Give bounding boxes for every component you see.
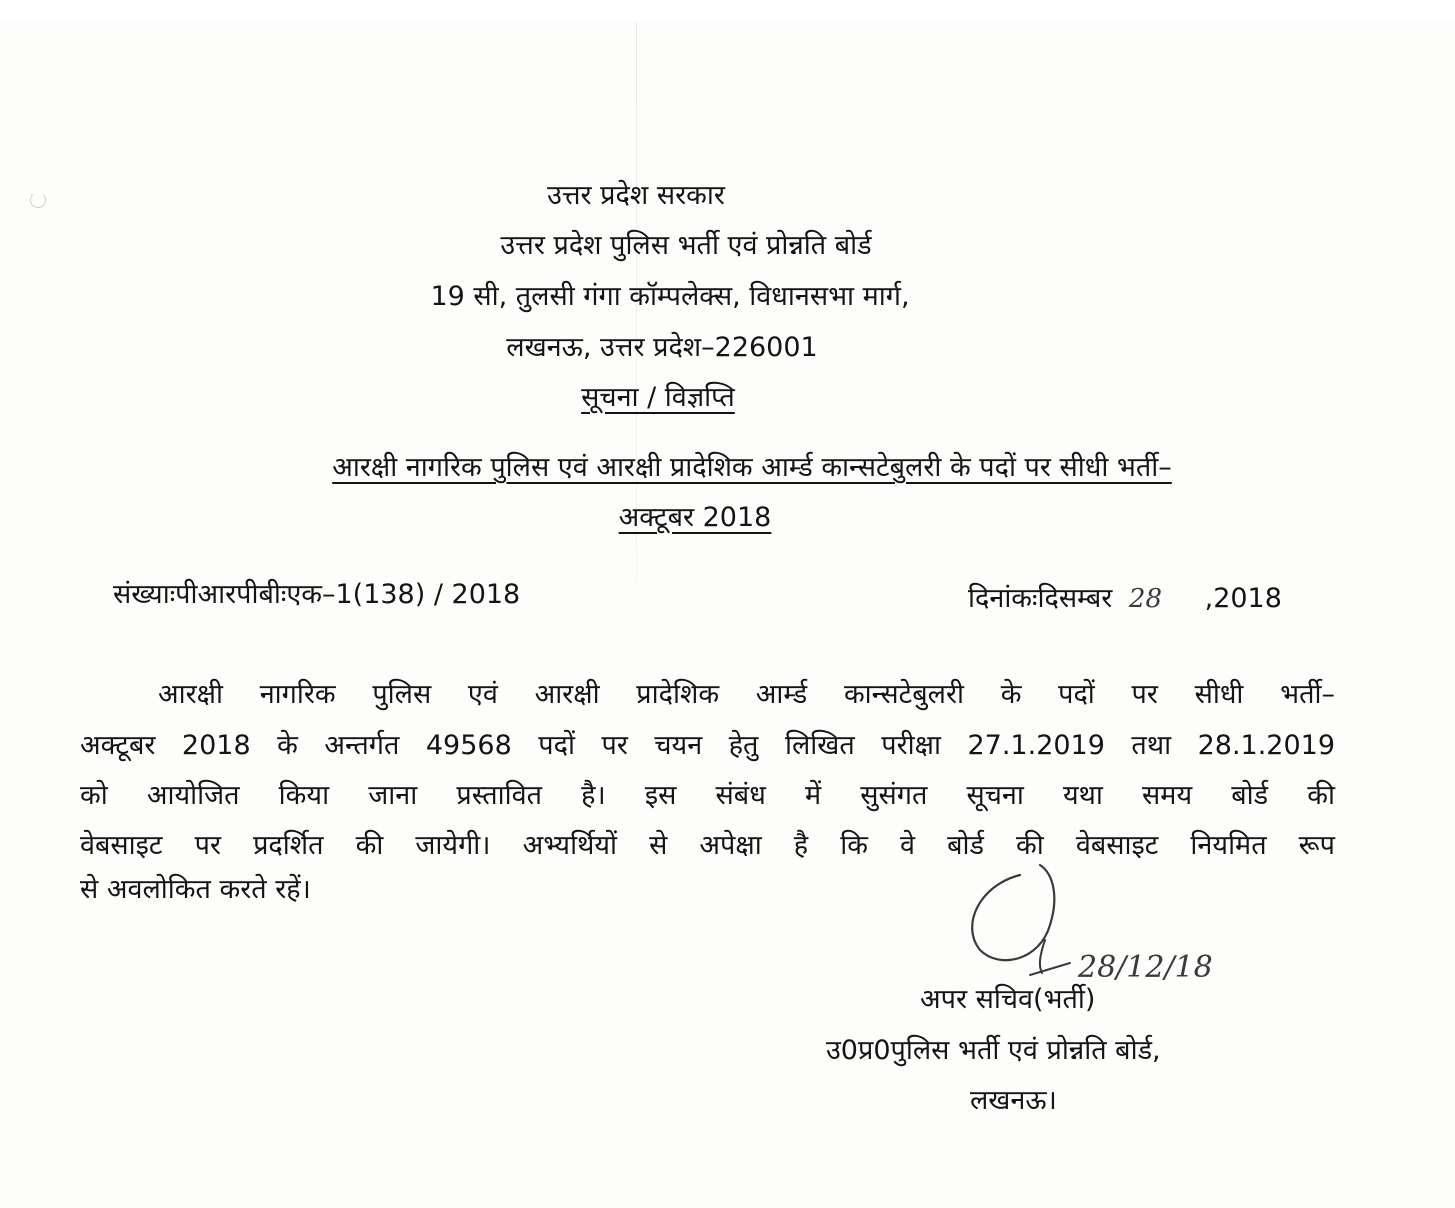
signatory-city: लखनऊ। — [970, 1085, 1057, 1116]
header-address-line2: लखनऊ, उत्तर प्रदेश–226001 — [506, 332, 818, 363]
body-line-5: से अवलोकित करते रहें। — [80, 874, 311, 905]
body-line-4: वेबसाइट पर प्रदर्शित की जायेगी। अभ्यर्थियों से अपेक्षा है कि वे बोर्ड की वेबसाइट नियमित रूप — [80, 830, 1335, 861]
reference-number: संख्याःपीआरपीबीःएक–1(138) / 2018 — [113, 579, 521, 610]
subject-line2: अक्टूबर 2018 — [618, 502, 772, 533]
notice-heading: सूचना / विज्ञप्ति — [581, 382, 735, 413]
header-board: उत्तर प्रदेश पुलिस भर्ती एवं प्रोन्नति बोर्ड — [500, 230, 872, 261]
handwritten-signature — [960, 845, 1280, 995]
punch-hole-mark — [30, 192, 46, 208]
signature-date-handwritten: 28/12/18 — [1078, 950, 1213, 985]
header-address-line1: 19 सी, तुलसी गंगा कॉम्पलेक्स, विधानसभा मार्ग, — [430, 281, 910, 312]
body-line-1: आरक्षी नागरिक पुलिस एवं आरक्षी प्रादेशिक आर्म्ड कान्सटेबुलरी के पदों पर सीधी भर्ती– — [158, 679, 1335, 710]
date-day-handwritten: 28 — [1128, 584, 1163, 614]
date-year: ,2018 — [1204, 583, 1282, 614]
date-row — [968, 581, 1282, 617]
body-line-2: अक्टूबर 2018 के अन्तर्गत 49568 पदों पर चयन हेतु लिखित परीक्षा 27.1.2019 तथा 28.1.2019 — [80, 730, 1335, 761]
date-label: दिनांकःदिसम्बर — [968, 583, 1113, 614]
signatory-office: उ0प्र0पुलिस भर्ती एवं प्रोन्नति बोर्ड, — [826, 1035, 1161, 1066]
subject-line1: आरक्षी नागरिक पुलिस एवं आरक्षी प्रादेशिक आर्म्ड कान्सटेबुलरी के पदों पर सीधी भर्ती– — [332, 452, 1172, 483]
body-line-3: को आयोजित किया जाना प्रस्तावित है। इस संबंध में सुसंगत सूचना यथा समय बोर्ड की — [80, 780, 1335, 811]
header-government: उत्तर प्रदेश सरकार — [547, 180, 725, 211]
scan-top-margin — [0, 0, 1455, 22]
signatory-designation: अपर सचिव(भर्ती) — [920, 984, 1096, 1015]
